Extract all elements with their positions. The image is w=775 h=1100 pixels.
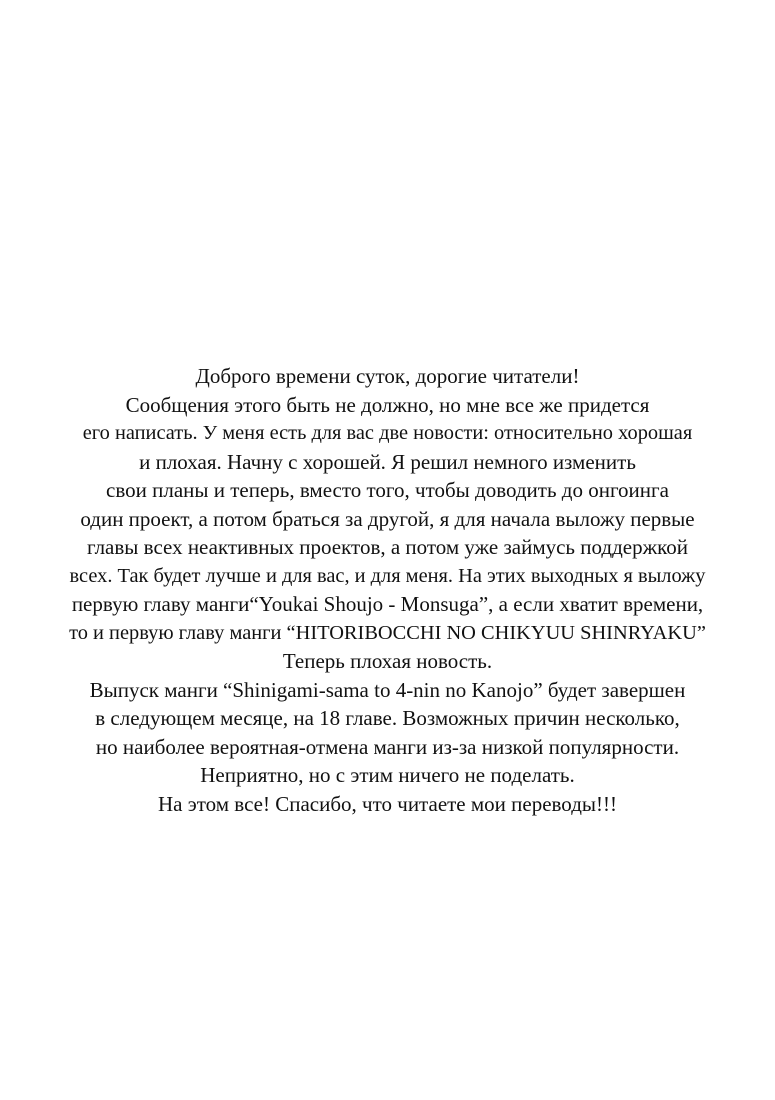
message-line-1: Доброго времени суток, дорогие читатели!	[195, 364, 580, 388]
message-line-13: в следующем месяце, на 18 главе. Возможных причин несколько,	[95, 706, 680, 730]
message-line-15: Неприятно, но с этим ничего не поделать.	[200, 763, 575, 787]
message-line-14: но наиболее вероятная-отмена манги из-за низкой популярности.	[95, 734, 680, 759]
message-line-16: На этом все! Спасибо, что читаете мои переводы!!!	[158, 791, 617, 816]
message-line-7: главы всех неактивных проектов, а потом уже займусь поддержкой	[87, 535, 688, 559]
message-line-2: Сообщения этого быть не должно, но мне все же придется	[125, 392, 650, 417]
message-line-8: всех. Так будет лучше и для вас, и для меня. На этих выходных я выложу	[69, 564, 706, 587]
message-line-10: то и первую главу манги “HITORIBOCCHI NO CHIKYUU SHINRYAKU”	[69, 621, 706, 644]
message-line-4: и плохая. Начну с хорошей. Я решил немного изменить	[139, 449, 636, 474]
message-line-6: один проект, а потом браться за другой, я для начала выложу первые	[80, 506, 695, 531]
message-line-12: Выпуск манги “Shinigami-sama to 4-nin no Kanojo” будет завершен	[89, 677, 686, 702]
message-line-5: свои планы и теперь, вместо того, чтобы доводить до онгоинга	[106, 478, 669, 502]
message-line-11: Теперь плохая новость.	[282, 649, 493, 673]
message-line-9: первую главу манги“Youkai Shoujo - Monsuga”, а если хватит времени,	[71, 592, 704, 616]
message-line-3: его написать. У меня есть для вас две новости: относительно хорошая	[82, 422, 693, 444]
translator-message	[0, 362, 775, 818]
